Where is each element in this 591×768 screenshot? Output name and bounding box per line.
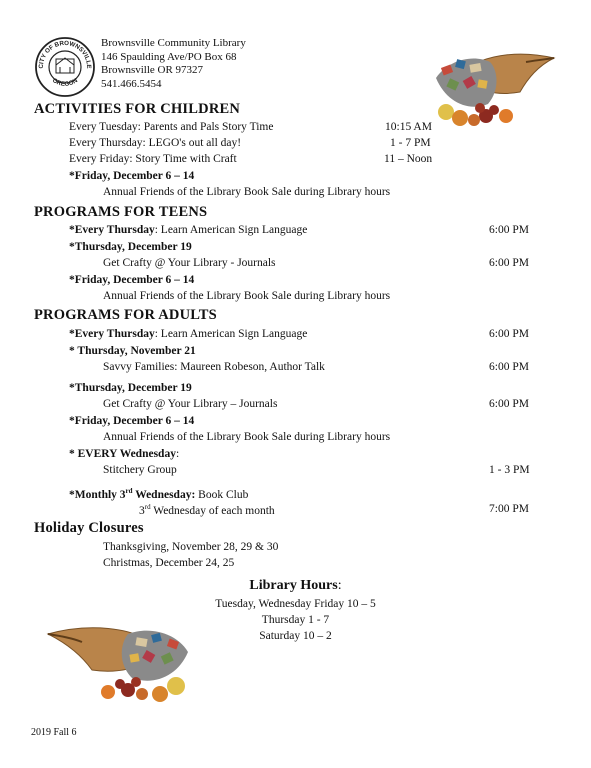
adults-row-10-label-a: *Monthly 3 bbox=[69, 488, 126, 501]
adults-row-11 bbox=[139, 503, 275, 517]
cornucopia-icon bbox=[428, 40, 558, 132]
teens-row-1-text: : Learn American Sign Language bbox=[154, 224, 308, 236]
adults-row-11-time: 7:00 PM bbox=[489, 503, 529, 515]
adults-row-5: Get Crafty @ Your Library – Journals bbox=[103, 398, 278, 410]
adults-row-11-a: 3 bbox=[139, 504, 145, 517]
teens-row-1 bbox=[69, 224, 307, 236]
adults-row-8-day: * EVERY Wednesday bbox=[69, 448, 176, 460]
section-title-closures: Holiday Closures bbox=[34, 520, 144, 536]
section-title-children: ACTIVITIES FOR CHILDREN bbox=[34, 101, 241, 117]
org-name: Brownsville Community Library bbox=[101, 37, 246, 49]
address-line-1: 146 Spaulding Ave/PO Box 68 bbox=[101, 50, 237, 63]
teens-row-3: Get Crafty @ Your Library - Journals bbox=[103, 257, 276, 269]
hours-title-line bbox=[0, 578, 591, 594]
adults-row-11-sup: rd bbox=[144, 503, 151, 511]
hours-row-3: Saturday 10 – 2 bbox=[259, 630, 332, 642]
teens-row-4: *Friday, December 6 – 14 bbox=[69, 274, 195, 286]
seal-bottom-text: OREGON bbox=[51, 77, 79, 88]
adults-row-3-time: 6:00 PM bbox=[489, 361, 529, 373]
teens-row-2: *Thursday, December 19 bbox=[69, 241, 192, 253]
adults-row-5-time: 6:00 PM bbox=[489, 398, 529, 410]
hours-row-1: Tuesday, Wednesday Friday 10 – 5 bbox=[215, 598, 376, 610]
adults-row-10-text: Book Club bbox=[195, 488, 249, 501]
teens-row-3-time: 6:00 PM bbox=[489, 257, 529, 269]
adults-row-1-text: : Learn American Sign Language bbox=[154, 328, 308, 340]
address-line-2: Brownsville OR 97327 bbox=[101, 64, 204, 76]
children-row-2-time: 1 - 7 PM bbox=[390, 137, 431, 149]
adults-row-10 bbox=[69, 487, 248, 501]
children-row-1: Every Tuesday: Parents and Pals Story Time bbox=[69, 121, 274, 133]
closures-row-2: Christmas, December 24, 25 bbox=[103, 557, 235, 569]
closures-row-1: Thanksgiving, November 28, 29 & 30 bbox=[103, 541, 279, 553]
adults-row-11-b: Wednesday of each month bbox=[150, 504, 275, 517]
adults-row-1-time: 6:00 PM bbox=[489, 328, 529, 340]
svg-text:OREGON bbox=[51, 77, 79, 88]
children-row-1-time: 10:15 AM bbox=[385, 121, 432, 133]
children-row-3: Every Friday: Story Time with Craft bbox=[69, 153, 237, 165]
adults-row-1 bbox=[69, 328, 307, 340]
children-row-2: Every Thursday: LEGO's out all day! bbox=[69, 137, 242, 149]
adults-row-7: Annual Friends of the Library Book Sale during Library hours bbox=[103, 431, 391, 443]
adults-row-8 bbox=[69, 448, 179, 460]
section-title-teens: PROGRAMS FOR TEENS bbox=[34, 204, 208, 220]
adults-row-4: *Thursday, December 19 bbox=[69, 382, 192, 394]
section-title-adults: PROGRAMS FOR ADULTS bbox=[34, 307, 217, 323]
hours-row-2: Thursday 1 - 7 bbox=[261, 614, 330, 626]
children-row-5: Annual Friends of the Library Book Sale during Library hours bbox=[103, 186, 391, 198]
city-seal-logo bbox=[34, 36, 96, 98]
hours-title: Library Hours bbox=[249, 578, 338, 593]
adults-row-1-day: *Every Thursday bbox=[69, 328, 155, 340]
teens-row-1-day: *Every Thursday bbox=[69, 224, 155, 236]
adults-row-6: *Friday, December 6 – 14 bbox=[69, 415, 195, 427]
phone-number: 541.466.5454 bbox=[101, 77, 162, 90]
footer-label: 2019 Fall 6 bbox=[31, 727, 77, 738]
adults-row-10-label-b: Wednesday: bbox=[132, 488, 196, 501]
teens-row-1-time: 6:00 PM bbox=[489, 224, 529, 236]
children-row-3-time: 11 – Noon bbox=[384, 153, 433, 165]
adults-row-8-colon: : bbox=[175, 448, 180, 460]
seal-top-text: CITY OF BROWNSVILLE bbox=[37, 39, 93, 69]
adults-row-3: Savvy Families: Maureen Robeson, Author Talk bbox=[103, 361, 325, 373]
children-row-4: *Friday, December 6 – 14 bbox=[69, 170, 195, 182]
cornucopia-icon bbox=[44, 612, 194, 708]
adults-row-2: * Thursday, November 21 bbox=[69, 345, 196, 357]
library-address-block bbox=[101, 37, 246, 91]
adults-row-9-time: 1 - 3 PM bbox=[489, 464, 530, 476]
adults-row-9: Stitchery Group bbox=[103, 464, 177, 476]
adults-row-10-sup: rd bbox=[125, 487, 133, 495]
hours-title-colon: : bbox=[337, 578, 342, 593]
teens-row-5: Annual Friends of the Library Book Sale during Library hours bbox=[103, 290, 391, 302]
